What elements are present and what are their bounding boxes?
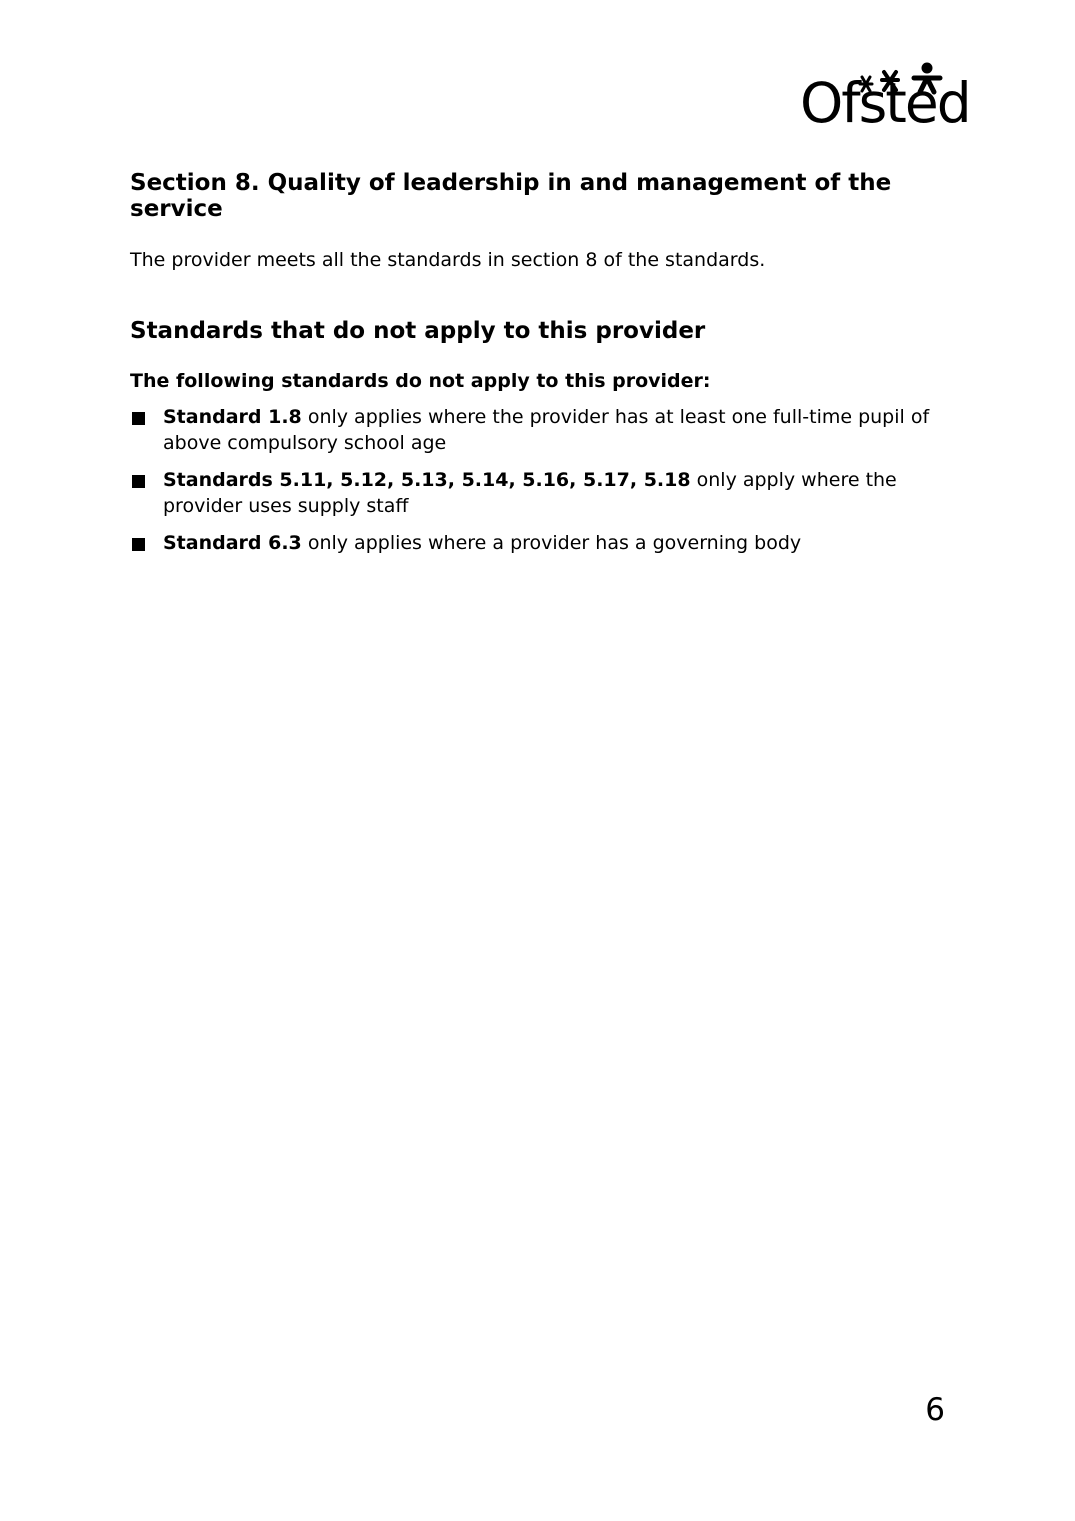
standard-text: only applies where a provider has a governing body: [301, 532, 802, 554]
not-applicable-list-intro: The following standards do not apply to this provider:: [130, 370, 711, 392]
list-item: [130, 530, 950, 556]
section-title: Section 8. Quality of leadership in and management of the service: [130, 170, 892, 222]
section-intro: The provider meets all the standards in section 8 of the standards.: [130, 249, 766, 271]
standard-text: only apply where the provider uses supply staff: [163, 469, 897, 517]
standard-ref: Standard 1.8: [163, 406, 302, 428]
square-bullet-icon: [132, 475, 145, 488]
square-bullet-icon: [132, 412, 145, 425]
list-item: [130, 404, 950, 456]
square-bullet-icon: [132, 538, 145, 551]
standard-ref: Standard 6.3: [163, 532, 302, 554]
ofsted-logo-text: Ofsted: [800, 71, 970, 135]
page-number: 6: [925, 1392, 945, 1428]
standards-list: [130, 404, 950, 556]
standard-ref: Standards 5.11, 5.12, 5.13, 5.14, 5.16, 5.17, 5.18: [163, 469, 691, 491]
main-content: [130, 170, 950, 567]
not-applicable-heading: Standards that do not apply to this provider: [130, 318, 706, 344]
list-item: [130, 467, 950, 519]
ofsted-logo: [800, 62, 970, 142]
standard-text: only applies where the provider has at least one full-time pupil of above compulsory school age: [163, 406, 930, 454]
